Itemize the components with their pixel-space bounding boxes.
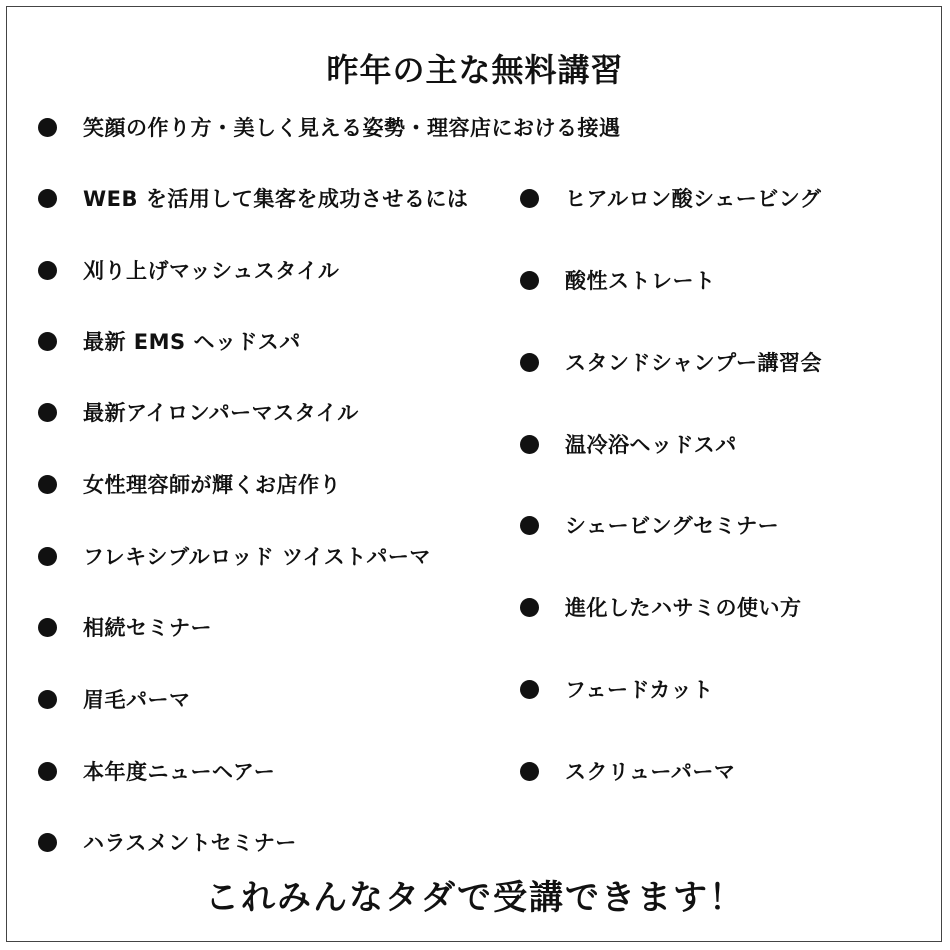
- bullet-icon: [38, 618, 57, 637]
- list-item-label: ハラスメントセミナー: [83, 831, 297, 855]
- list-item: [520, 184, 821, 212]
- bullet-icon: [38, 261, 57, 280]
- bullet-icon: [520, 516, 539, 535]
- bullet-icon: [520, 435, 539, 454]
- bullet-icon: [38, 189, 57, 208]
- bullet-icon: [38, 833, 57, 852]
- list-item-label: 相続セミナー: [83, 616, 212, 640]
- list-item: [520, 348, 822, 376]
- list-item-label: WEB を活用して集客を成功させるには: [83, 187, 469, 211]
- list-item-label: 笑顔の作り方・美しく見える姿勢・理容店における接遇: [83, 116, 621, 140]
- footer-message: これみんなタダで受講できます！: [205, 878, 745, 918]
- list-item: [38, 757, 275, 785]
- list-item: [520, 266, 716, 294]
- list-item: [520, 757, 735, 785]
- list-item-label: スクリューパーマ: [565, 760, 736, 784]
- list-item-label: フレキシブルロッド ツイストパーマ: [83, 545, 431, 569]
- bullet-icon: [38, 762, 57, 781]
- bullet-icon: [520, 353, 539, 372]
- list-item: [520, 675, 714, 703]
- list-item: [520, 593, 802, 621]
- list-item-label: 酸性ストレート: [565, 269, 716, 293]
- bullet-icon: [38, 118, 57, 137]
- list-item-label: 最新アイロンパーマスタイル: [83, 401, 359, 425]
- bullet-icon: [38, 403, 57, 422]
- list-item-label: 眉毛パーマ: [83, 688, 191, 712]
- bullet-icon: [520, 598, 539, 617]
- bullet-icon: [520, 680, 539, 699]
- list-item-label: 本年度ニューヘアー: [83, 760, 276, 784]
- list-item-label: 最新 EMS ヘッドスパ: [83, 330, 301, 354]
- list-item: [38, 542, 431, 570]
- list-item: [520, 430, 737, 458]
- list-item: [38, 327, 301, 355]
- bullet-icon: [38, 690, 57, 709]
- list-item: [38, 256, 339, 284]
- bullet-icon: [38, 475, 57, 494]
- list-item-label: フェードカット: [565, 678, 714, 702]
- list-item-label: 進化したハサミの使い方: [565, 596, 802, 620]
- list-item: [38, 828, 297, 856]
- list-item: [38, 398, 359, 426]
- list-item-label: 刈り上げマッシュスタイル: [83, 259, 340, 283]
- bullet-icon: [520, 271, 539, 290]
- list-item-label: 温冷浴ヘッドスパ: [565, 433, 737, 457]
- page-title: 昨年の主な無料講習: [326, 51, 624, 89]
- list-item-label: シェービングセミナー: [565, 514, 780, 538]
- list-item: [38, 613, 212, 641]
- list-item: [38, 685, 191, 713]
- list-item-label: ヒアルロン酸シェービング: [565, 187, 822, 211]
- bullet-icon: [38, 332, 57, 351]
- list-item: [38, 113, 621, 141]
- bullet-icon: [520, 762, 539, 781]
- list-item: [38, 184, 468, 212]
- bullet-icon: [38, 547, 57, 566]
- list-item-label: スタンドシャンプー講習会: [565, 351, 822, 375]
- list-item: [520, 511, 779, 539]
- list-item: [38, 470, 341, 498]
- list-item-label: 女性理容師が輝くお店作り: [83, 473, 341, 497]
- bullet-icon: [520, 189, 539, 208]
